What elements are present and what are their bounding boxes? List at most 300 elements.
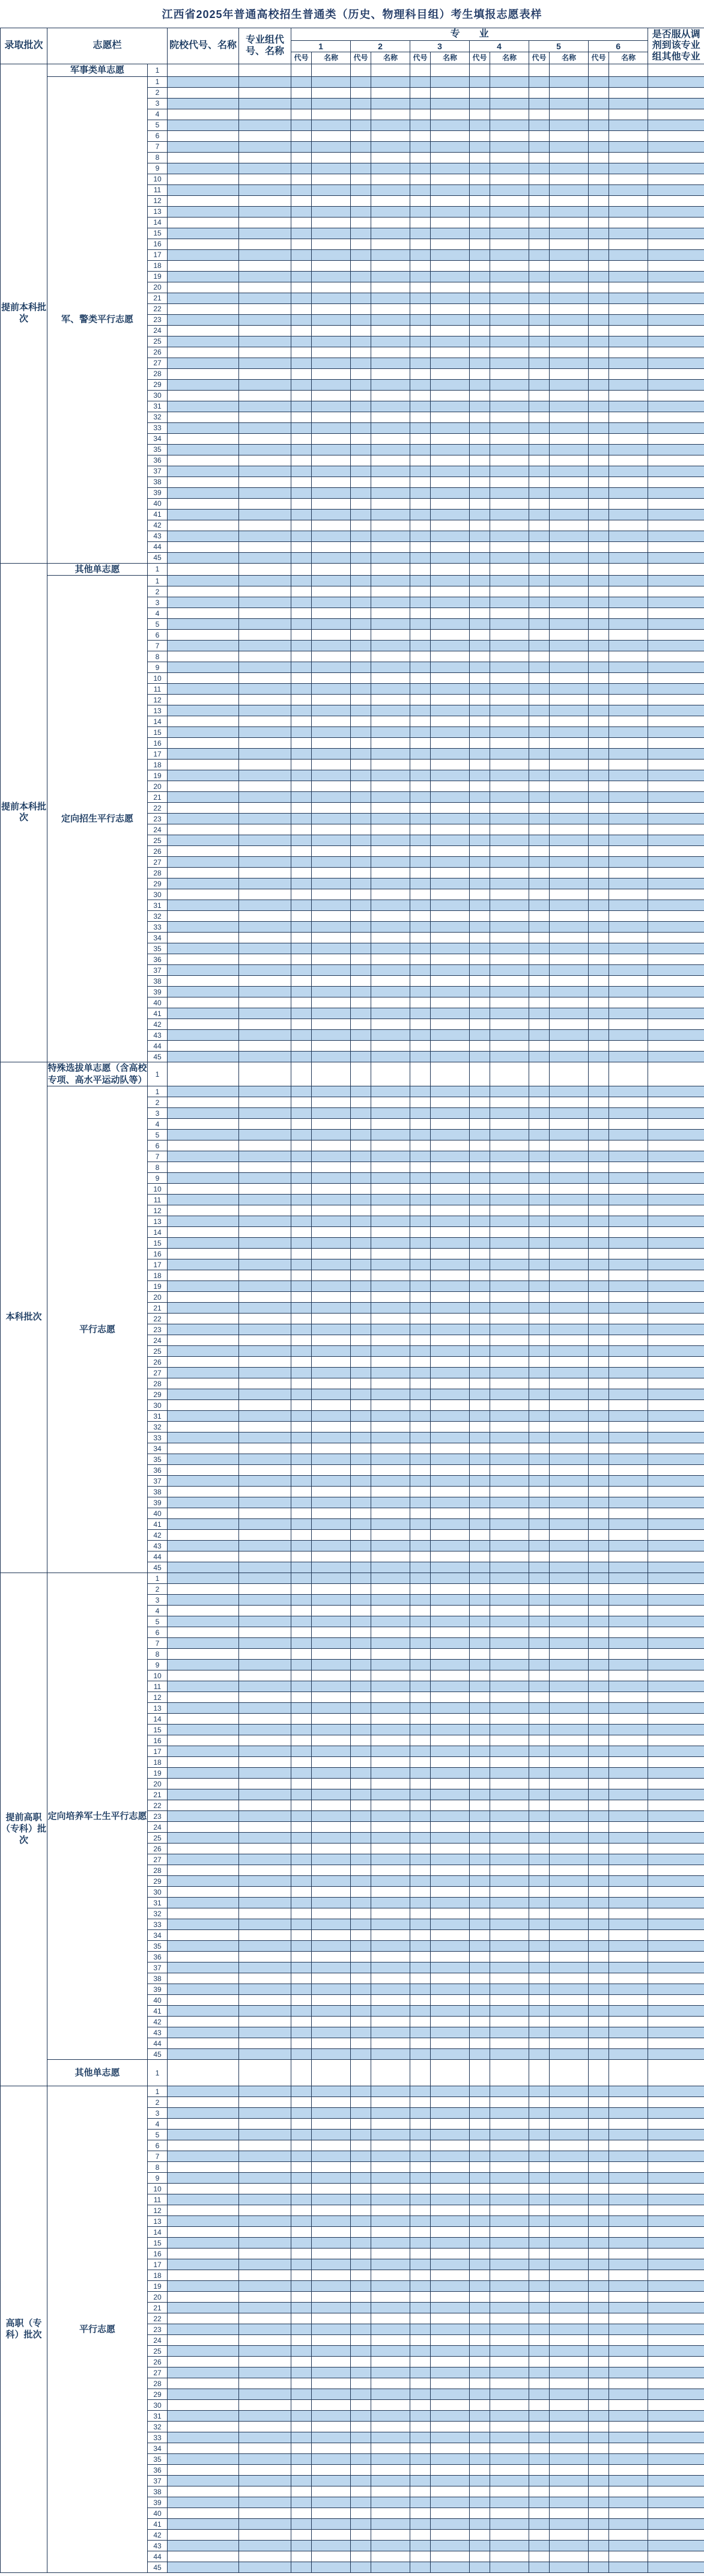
major-code-input-cell[interactable]: [470, 662, 490, 673]
major-name-input-cell[interactable]: [371, 662, 410, 673]
major-code-input-cell[interactable]: [291, 2027, 312, 2038]
major-name-input-cell[interactable]: [431, 2454, 470, 2465]
major-name-input-cell[interactable]: [550, 2530, 589, 2541]
college-input-cell[interactable]: [168, 1259, 239, 1270]
major-code-input-cell[interactable]: [410, 552, 431, 563]
obey-adjustment-input-cell[interactable]: [648, 868, 704, 878]
major-code-input-cell[interactable]: [470, 1768, 490, 1779]
major-code-input-cell[interactable]: [291, 87, 312, 98]
major-name-input-cell[interactable]: [431, 76, 470, 87]
major-code-input-cell[interactable]: [589, 1757, 609, 1768]
major-code-input-cell[interactable]: [351, 2454, 371, 2465]
major-code-input-cell[interactable]: [589, 1919, 609, 1930]
major-name-input-cell[interactable]: [312, 1335, 351, 1346]
major-code-input-cell[interactable]: [351, 2238, 371, 2249]
major-code-input-cell[interactable]: [351, 466, 371, 477]
major-name-input-cell[interactable]: [550, 239, 589, 249]
major-code-input-cell[interactable]: [291, 303, 312, 314]
major-code-input-cell[interactable]: [351, 1119, 371, 1130]
major-name-input-cell[interactable]: [550, 1259, 589, 1270]
major-group-input-cell[interactable]: [239, 1497, 291, 1508]
major-code-input-cell[interactable]: [529, 412, 550, 422]
major-code-input-cell[interactable]: [291, 1400, 312, 1411]
major-group-input-cell[interactable]: [239, 1854, 291, 1865]
major-group-input-cell[interactable]: [239, 368, 291, 379]
major-code-input-cell[interactable]: [410, 2060, 431, 2086]
major-code-input-cell[interactable]: [529, 1962, 550, 1973]
major-name-input-cell[interactable]: [609, 1984, 648, 1995]
major-name-input-cell[interactable]: [431, 1443, 470, 1454]
major-code-input-cell[interactable]: [470, 1735, 490, 1746]
major-code-input-cell[interactable]: [351, 2006, 371, 2017]
major-name-input-cell[interactable]: [550, 1908, 589, 1919]
major-name-input-cell[interactable]: [550, 1130, 589, 1140]
major-name-input-cell[interactable]: [312, 1616, 351, 1627]
major-code-input-cell[interactable]: [470, 1876, 490, 1887]
college-input-cell[interactable]: [168, 347, 239, 358]
major-code-input-cell[interactable]: [470, 552, 490, 563]
major-name-input-cell[interactable]: [550, 651, 589, 662]
major-name-input-cell[interactable]: [431, 2346, 470, 2357]
major-name-input-cell[interactable]: [371, 1249, 410, 1259]
major-code-input-cell[interactable]: [470, 2060, 490, 2086]
major-code-input-cell[interactable]: [410, 1173, 431, 1184]
major-name-input-cell[interactable]: [609, 1019, 648, 1030]
major-name-input-cell[interactable]: [431, 738, 470, 749]
major-code-input-cell[interactable]: [470, 2140, 490, 2151]
major-code-input-cell[interactable]: [410, 824, 431, 835]
major-name-input-cell[interactable]: [550, 1062, 589, 1086]
major-code-input-cell[interactable]: [351, 239, 371, 249]
major-code-input-cell[interactable]: [410, 130, 431, 141]
major-name-input-cell[interactable]: [431, 1324, 470, 1335]
major-name-input-cell[interactable]: [431, 1703, 470, 1714]
major-name-input-cell[interactable]: [312, 2357, 351, 2367]
college-input-cell[interactable]: [168, 1984, 239, 1995]
major-code-input-cell[interactable]: [410, 2465, 431, 2476]
major-name-input-cell[interactable]: [609, 976, 648, 987]
major-name-input-cell[interactable]: [312, 716, 351, 727]
major-code-input-cell[interactable]: [470, 1865, 490, 1876]
college-input-cell[interactable]: [168, 1130, 239, 1140]
major-name-input-cell[interactable]: [312, 195, 351, 206]
major-name-input-cell[interactable]: [371, 64, 410, 77]
major-code-input-cell[interactable]: [589, 857, 609, 868]
college-input-cell[interactable]: [168, 2184, 239, 2194]
major-code-input-cell[interactable]: [410, 2346, 431, 2357]
major-group-input-cell[interactable]: [239, 1541, 291, 1551]
obey-adjustment-input-cell[interactable]: [648, 2519, 704, 2530]
major-name-input-cell[interactable]: [609, 2422, 648, 2432]
major-code-input-cell[interactable]: [589, 695, 609, 705]
major-name-input-cell[interactable]: [609, 803, 648, 814]
major-code-input-cell[interactable]: [291, 487, 312, 498]
major-code-input-cell[interactable]: [291, 2389, 312, 2400]
major-name-input-cell[interactable]: [490, 749, 529, 760]
major-code-input-cell[interactable]: [291, 1324, 312, 1335]
major-code-input-cell[interactable]: [470, 857, 490, 868]
major-code-input-cell[interactable]: [589, 2476, 609, 2486]
major-name-input-cell[interactable]: [312, 1227, 351, 1238]
major-name-input-cell[interactable]: [371, 87, 410, 98]
major-code-input-cell[interactable]: [470, 282, 490, 293]
major-name-input-cell[interactable]: [609, 325, 648, 336]
major-name-input-cell[interactable]: [550, 1930, 589, 1941]
major-name-input-cell[interactable]: [431, 498, 470, 509]
major-code-input-cell[interactable]: [529, 1703, 550, 1714]
college-input-cell[interactable]: [168, 2108, 239, 2119]
major-code-input-cell[interactable]: [410, 1281, 431, 1292]
major-name-input-cell[interactable]: [431, 586, 470, 597]
major-code-input-cell[interactable]: [529, 1270, 550, 1281]
major-code-input-cell[interactable]: [410, 379, 431, 390]
major-name-input-cell[interactable]: [371, 282, 410, 293]
major-code-input-cell[interactable]: [589, 1606, 609, 1616]
major-code-input-cell[interactable]: [529, 1216, 550, 1227]
major-code-input-cell[interactable]: [529, 976, 550, 987]
college-input-cell[interactable]: [168, 1119, 239, 1130]
major-code-input-cell[interactable]: [470, 379, 490, 390]
major-name-input-cell[interactable]: [312, 368, 351, 379]
major-code-input-cell[interactable]: [410, 1649, 431, 1660]
major-code-input-cell[interactable]: [410, 325, 431, 336]
major-name-input-cell[interactable]: [609, 433, 648, 444]
major-name-input-cell[interactable]: [490, 2060, 529, 2086]
major-group-input-cell[interactable]: [239, 520, 291, 531]
college-input-cell[interactable]: [168, 705, 239, 716]
major-name-input-cell[interactable]: [312, 1735, 351, 1746]
obey-adjustment-input-cell[interactable]: [648, 2027, 704, 2038]
obey-adjustment-input-cell[interactable]: [648, 325, 704, 336]
major-group-input-cell[interactable]: [239, 422, 291, 433]
obey-adjustment-input-cell[interactable]: [648, 1746, 704, 1757]
major-name-input-cell[interactable]: [609, 303, 648, 314]
major-code-input-cell[interactable]: [291, 120, 312, 130]
major-name-input-cell[interactable]: [312, 770, 351, 781]
major-name-input-cell[interactable]: [609, 2378, 648, 2389]
major-code-input-cell[interactable]: [351, 1378, 371, 1389]
major-code-input-cell[interactable]: [470, 498, 490, 509]
major-code-input-cell[interactable]: [351, 120, 371, 130]
major-name-input-cell[interactable]: [312, 1887, 351, 1898]
major-code-input-cell[interactable]: [589, 1008, 609, 1019]
major-group-input-cell[interactable]: [239, 206, 291, 217]
major-group-input-cell[interactable]: [239, 2227, 291, 2238]
major-name-input-cell[interactable]: [550, 2140, 589, 2151]
college-input-cell[interactable]: [168, 662, 239, 673]
college-input-cell[interactable]: [168, 98, 239, 109]
college-input-cell[interactable]: [168, 2443, 239, 2454]
major-name-input-cell[interactable]: [431, 2465, 470, 2476]
major-name-input-cell[interactable]: [550, 2389, 589, 2400]
major-name-input-cell[interactable]: [609, 2259, 648, 2270]
major-code-input-cell[interactable]: [291, 228, 312, 239]
major-code-input-cell[interactable]: [470, 98, 490, 109]
major-name-input-cell[interactable]: [550, 1779, 589, 1789]
major-name-input-cell[interactable]: [312, 2562, 351, 2573]
major-name-input-cell[interactable]: [490, 814, 529, 824]
major-code-input-cell[interactable]: [589, 1508, 609, 1519]
major-name-input-cell[interactable]: [490, 314, 529, 325]
major-name-input-cell[interactable]: [550, 1746, 589, 1757]
obey-adjustment-input-cell[interactable]: [648, 444, 704, 455]
obey-adjustment-input-cell[interactable]: [648, 1008, 704, 1019]
major-code-input-cell[interactable]: [529, 1476, 550, 1487]
major-code-input-cell[interactable]: [529, 109, 550, 120]
major-name-input-cell[interactable]: [550, 368, 589, 379]
major-name-input-cell[interactable]: [550, 2184, 589, 2194]
major-name-input-cell[interactable]: [609, 1346, 648, 1357]
major-group-input-cell[interactable]: [239, 1389, 291, 1400]
major-name-input-cell[interactable]: [431, 2027, 470, 2038]
college-input-cell[interactable]: [168, 271, 239, 282]
major-name-input-cell[interactable]: [312, 662, 351, 673]
major-code-input-cell[interactable]: [529, 2038, 550, 2049]
major-code-input-cell[interactable]: [351, 1573, 371, 1584]
major-group-input-cell[interactable]: [239, 2151, 291, 2162]
major-name-input-cell[interactable]: [490, 1389, 529, 1400]
major-code-input-cell[interactable]: [410, 749, 431, 760]
major-code-input-cell[interactable]: [529, 1952, 550, 1962]
college-input-cell[interactable]: [168, 76, 239, 87]
major-group-input-cell[interactable]: [239, 2130, 291, 2140]
major-name-input-cell[interactable]: [609, 184, 648, 195]
major-name-input-cell[interactable]: [431, 1216, 470, 1227]
major-code-input-cell[interactable]: [291, 2038, 312, 2049]
major-code-input-cell[interactable]: [410, 2249, 431, 2259]
major-code-input-cell[interactable]: [351, 1086, 371, 1097]
major-name-input-cell[interactable]: [609, 358, 648, 368]
major-code-input-cell[interactable]: [470, 1400, 490, 1411]
college-input-cell[interactable]: [168, 109, 239, 120]
major-code-input-cell[interactable]: [351, 824, 371, 835]
obey-adjustment-input-cell[interactable]: [648, 1205, 704, 1216]
major-name-input-cell[interactable]: [609, 1378, 648, 1389]
major-code-input-cell[interactable]: [351, 2422, 371, 2432]
major-code-input-cell[interactable]: [410, 2454, 431, 2465]
major-name-input-cell[interactable]: [431, 358, 470, 368]
major-code-input-cell[interactable]: [589, 1725, 609, 1735]
major-name-input-cell[interactable]: [490, 846, 529, 857]
college-input-cell[interactable]: [168, 1368, 239, 1378]
major-code-input-cell[interactable]: [410, 2184, 431, 2194]
college-input-cell[interactable]: [168, 1703, 239, 1714]
major-code-input-cell[interactable]: [351, 2216, 371, 2227]
major-code-input-cell[interactable]: [291, 1725, 312, 1735]
major-name-input-cell[interactable]: [371, 889, 410, 900]
college-input-cell[interactable]: [168, 2259, 239, 2270]
major-code-input-cell[interactable]: [291, 1649, 312, 1660]
major-name-input-cell[interactable]: [312, 2335, 351, 2346]
major-code-input-cell[interactable]: [410, 1119, 431, 1130]
major-code-input-cell[interactable]: [470, 2519, 490, 2530]
major-code-input-cell[interactable]: [529, 760, 550, 770]
major-name-input-cell[interactable]: [312, 1876, 351, 1887]
major-name-input-cell[interactable]: [371, 1433, 410, 1443]
college-input-cell[interactable]: [168, 1681, 239, 1692]
obey-adjustment-input-cell[interactable]: [648, 1140, 704, 1151]
major-name-input-cell[interactable]: [609, 2108, 648, 2119]
major-code-input-cell[interactable]: [589, 1052, 609, 1062]
major-name-input-cell[interactable]: [490, 1454, 529, 1465]
major-code-input-cell[interactable]: [470, 2151, 490, 2162]
major-code-input-cell[interactable]: [351, 576, 371, 586]
major-group-input-cell[interactable]: [239, 1930, 291, 1941]
major-name-input-cell[interactable]: [371, 2303, 410, 2313]
college-input-cell[interactable]: [168, 1562, 239, 1573]
major-code-input-cell[interactable]: [291, 684, 312, 695]
major-name-input-cell[interactable]: [371, 563, 410, 576]
major-code-input-cell[interactable]: [291, 965, 312, 976]
major-name-input-cell[interactable]: [312, 1184, 351, 1195]
major-code-input-cell[interactable]: [470, 1508, 490, 1519]
major-name-input-cell[interactable]: [550, 1757, 589, 1768]
major-group-input-cell[interactable]: [239, 630, 291, 641]
major-code-input-cell[interactable]: [351, 1292, 371, 1303]
major-code-input-cell[interactable]: [529, 1357, 550, 1368]
major-name-input-cell[interactable]: [609, 749, 648, 760]
major-code-input-cell[interactable]: [589, 2006, 609, 2017]
major-name-input-cell[interactable]: [431, 1995, 470, 2006]
major-code-input-cell[interactable]: [410, 1411, 431, 1422]
major-name-input-cell[interactable]: [609, 2227, 648, 2238]
major-name-input-cell[interactable]: [431, 2108, 470, 2119]
major-code-input-cell[interactable]: [410, 271, 431, 282]
major-name-input-cell[interactable]: [490, 1562, 529, 1573]
major-code-input-cell[interactable]: [291, 803, 312, 814]
major-name-input-cell[interactable]: [490, 1627, 529, 1638]
major-code-input-cell[interactable]: [529, 2443, 550, 2454]
major-code-input-cell[interactable]: [351, 760, 371, 770]
major-code-input-cell[interactable]: [351, 1898, 371, 1908]
obey-adjustment-input-cell[interactable]: [648, 2541, 704, 2551]
major-code-input-cell[interactable]: [410, 900, 431, 911]
major-name-input-cell[interactable]: [490, 597, 529, 608]
major-name-input-cell[interactable]: [431, 1941, 470, 1952]
major-code-input-cell[interactable]: [470, 1692, 490, 1703]
major-code-input-cell[interactable]: [410, 1249, 431, 1259]
major-name-input-cell[interactable]: [609, 293, 648, 303]
major-code-input-cell[interactable]: [589, 1130, 609, 1140]
major-code-input-cell[interactable]: [470, 1281, 490, 1292]
major-code-input-cell[interactable]: [291, 781, 312, 792]
major-code-input-cell[interactable]: [351, 2476, 371, 2486]
major-name-input-cell[interactable]: [371, 1789, 410, 1800]
major-name-input-cell[interactable]: [431, 477, 470, 487]
major-code-input-cell[interactable]: [470, 1606, 490, 1616]
obey-adjustment-input-cell[interactable]: [648, 1052, 704, 1062]
college-input-cell[interactable]: [168, 1919, 239, 1930]
major-name-input-cell[interactable]: [490, 422, 529, 433]
major-name-input-cell[interactable]: [490, 1151, 529, 1162]
obey-adjustment-input-cell[interactable]: [648, 2205, 704, 2216]
college-input-cell[interactable]: [168, 1789, 239, 1800]
major-name-input-cell[interactable]: [550, 1422, 589, 1433]
obey-adjustment-input-cell[interactable]: [648, 1368, 704, 1378]
major-code-input-cell[interactable]: [529, 684, 550, 695]
major-name-input-cell[interactable]: [371, 2530, 410, 2541]
major-code-input-cell[interactable]: [529, 1973, 550, 1984]
major-name-input-cell[interactable]: [609, 1876, 648, 1887]
major-code-input-cell[interactable]: [410, 586, 431, 597]
major-code-input-cell[interactable]: [351, 2259, 371, 2270]
major-name-input-cell[interactable]: [431, 1962, 470, 1973]
major-name-input-cell[interactable]: [550, 1314, 589, 1324]
major-code-input-cell[interactable]: [529, 1681, 550, 1692]
major-code-input-cell[interactable]: [291, 217, 312, 228]
obey-adjustment-input-cell[interactable]: [648, 174, 704, 184]
obey-adjustment-input-cell[interactable]: [648, 2038, 704, 2049]
major-code-input-cell[interactable]: [529, 1119, 550, 1130]
major-name-input-cell[interactable]: [490, 2270, 529, 2281]
major-name-input-cell[interactable]: [490, 705, 529, 716]
major-code-input-cell[interactable]: [470, 2281, 490, 2292]
major-code-input-cell[interactable]: [410, 2130, 431, 2140]
college-input-cell[interactable]: [168, 2270, 239, 2281]
major-code-input-cell[interactable]: [410, 239, 431, 249]
college-input-cell[interactable]: [168, 2049, 239, 2060]
major-code-input-cell[interactable]: [291, 2335, 312, 2346]
major-code-input-cell[interactable]: [410, 662, 431, 673]
major-name-input-cell[interactable]: [609, 1281, 648, 1292]
major-code-input-cell[interactable]: [291, 1995, 312, 2006]
college-input-cell[interactable]: [168, 597, 239, 608]
major-name-input-cell[interactable]: [490, 1140, 529, 1151]
major-code-input-cell[interactable]: [470, 651, 490, 662]
major-code-input-cell[interactable]: [410, 803, 431, 814]
major-code-input-cell[interactable]: [529, 1162, 550, 1173]
obey-adjustment-input-cell[interactable]: [648, 1097, 704, 1108]
major-name-input-cell[interactable]: [550, 1476, 589, 1487]
major-name-input-cell[interactable]: [609, 2119, 648, 2130]
college-input-cell[interactable]: [168, 1433, 239, 1443]
major-code-input-cell[interactable]: [589, 1108, 609, 1119]
major-name-input-cell[interactable]: [371, 846, 410, 857]
major-name-input-cell[interactable]: [490, 2508, 529, 2519]
obey-adjustment-input-cell[interactable]: [648, 2562, 704, 2573]
major-group-input-cell[interactable]: [239, 1551, 291, 1562]
major-code-input-cell[interactable]: [410, 1660, 431, 1670]
major-name-input-cell[interactable]: [609, 2086, 648, 2097]
major-code-input-cell[interactable]: [351, 358, 371, 368]
major-code-input-cell[interactable]: [410, 1097, 431, 1108]
major-code-input-cell[interactable]: [410, 1052, 431, 1062]
major-code-input-cell[interactable]: [470, 195, 490, 206]
major-code-input-cell[interactable]: [529, 792, 550, 803]
major-name-input-cell[interactable]: [609, 1400, 648, 1411]
major-name-input-cell[interactable]: [371, 2346, 410, 2357]
major-code-input-cell[interactable]: [470, 1670, 490, 1681]
major-name-input-cell[interactable]: [312, 2049, 351, 2060]
major-code-input-cell[interactable]: [351, 174, 371, 184]
major-name-input-cell[interactable]: [490, 900, 529, 911]
major-name-input-cell[interactable]: [609, 2313, 648, 2324]
major-group-input-cell[interactable]: [239, 922, 291, 933]
major-name-input-cell[interactable]: [371, 2086, 410, 2097]
obey-adjustment-input-cell[interactable]: [648, 2184, 704, 2194]
major-name-input-cell[interactable]: [312, 1962, 351, 1973]
major-code-input-cell[interactable]: [589, 2259, 609, 2270]
major-code-input-cell[interactable]: [410, 509, 431, 520]
major-code-input-cell[interactable]: [470, 1789, 490, 1800]
major-name-input-cell[interactable]: [431, 1649, 470, 1660]
college-input-cell[interactable]: [168, 2551, 239, 2562]
major-group-input-cell[interactable]: [239, 2259, 291, 2270]
major-code-input-cell[interactable]: [410, 1259, 431, 1270]
obey-adjustment-input-cell[interactable]: [648, 1519, 704, 1530]
major-name-input-cell[interactable]: [312, 1725, 351, 1735]
major-name-input-cell[interactable]: [431, 2313, 470, 2324]
